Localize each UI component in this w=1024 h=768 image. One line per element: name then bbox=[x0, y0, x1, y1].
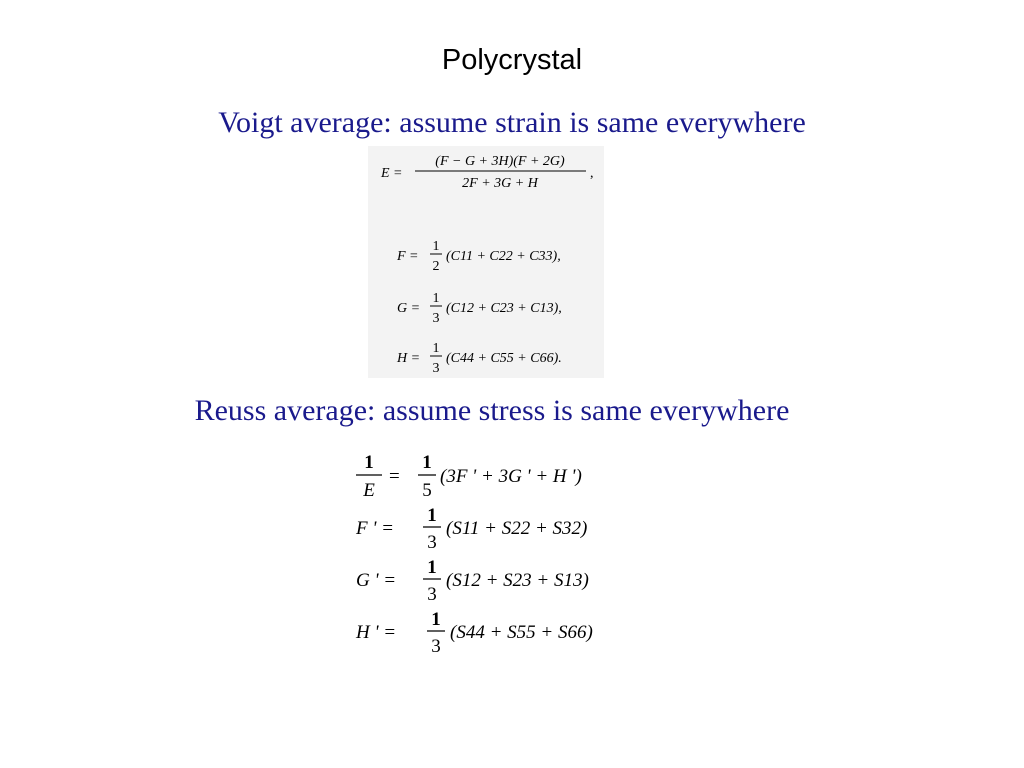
voigt-f-lhs: F = bbox=[397, 249, 419, 264]
reuss-4-num: 1 bbox=[431, 609, 441, 630]
voigt-g-num: 1 bbox=[432, 291, 440, 306]
reuss-4-rhs: (S44 + S55 + S66) bbox=[450, 622, 593, 643]
reuss-3-lhs: G ' = bbox=[356, 570, 397, 591]
reuss-1-fden: 5 bbox=[422, 480, 432, 501]
reuss-3-den: 3 bbox=[427, 584, 437, 605]
voigt-e-lhs: E = bbox=[381, 166, 403, 181]
voigt-f-rhs: (C11 + C22 + C33), bbox=[446, 249, 561, 264]
reuss-2-lhs: F ' = bbox=[356, 518, 394, 539]
voigt-e-denominator: 2F + 3G + H bbox=[462, 176, 538, 191]
voigt-heading: Voigt average: assume strain is same everywhere bbox=[218, 106, 806, 139]
reuss-1-num: 1 bbox=[364, 452, 374, 473]
reuss-1-rhs: (3F ' + 3G ' + H ') bbox=[440, 466, 582, 487]
voigt-h-num: 1 bbox=[432, 341, 440, 356]
reuss-1-eq: = bbox=[389, 466, 400, 487]
reuss-1-fnum: 1 bbox=[422, 452, 432, 473]
voigt-f-num: 1 bbox=[432, 239, 440, 254]
reuss-1-den: E bbox=[363, 480, 375, 501]
voigt-e-numerator: (F − G + 3H)(F + 2G) bbox=[435, 154, 565, 169]
reuss-4-lhs: H ' = bbox=[356, 622, 397, 643]
reuss-3-rhs: (S12 + S23 + S13) bbox=[446, 570, 589, 591]
slide-title: Polycrystal bbox=[441, 44, 583, 76]
voigt-f-den: 2 bbox=[432, 259, 440, 274]
reuss-2-num: 1 bbox=[427, 505, 437, 526]
voigt-h-rhs: (C44 + C55 + C66). bbox=[446, 351, 562, 366]
reuss-4-den: 3 bbox=[431, 636, 441, 657]
reuss-2-rhs: (S11 + S22 + S32) bbox=[446, 518, 588, 539]
voigt-g-rhs: (C12 + C23 + C13), bbox=[446, 301, 562, 316]
reuss-3-num: 1 bbox=[427, 557, 437, 578]
voigt-h-lhs: H = bbox=[397, 351, 421, 366]
voigt-h-den: 3 bbox=[432, 361, 440, 376]
reuss-heading: Reuss average: assume stress is same everywhere bbox=[194, 394, 790, 427]
reuss-e-equation bbox=[356, 452, 582, 501]
voigt-e-comma: , bbox=[590, 166, 594, 181]
reuss-f-equation bbox=[355, 505, 587, 553]
voigt-g-den: 3 bbox=[432, 311, 440, 326]
reuss-2-den: 3 bbox=[427, 532, 437, 553]
reuss-g-equation bbox=[356, 557, 589, 605]
voigt-g-lhs: G = bbox=[397, 301, 421, 316]
reuss-h-equation bbox=[355, 609, 593, 657]
